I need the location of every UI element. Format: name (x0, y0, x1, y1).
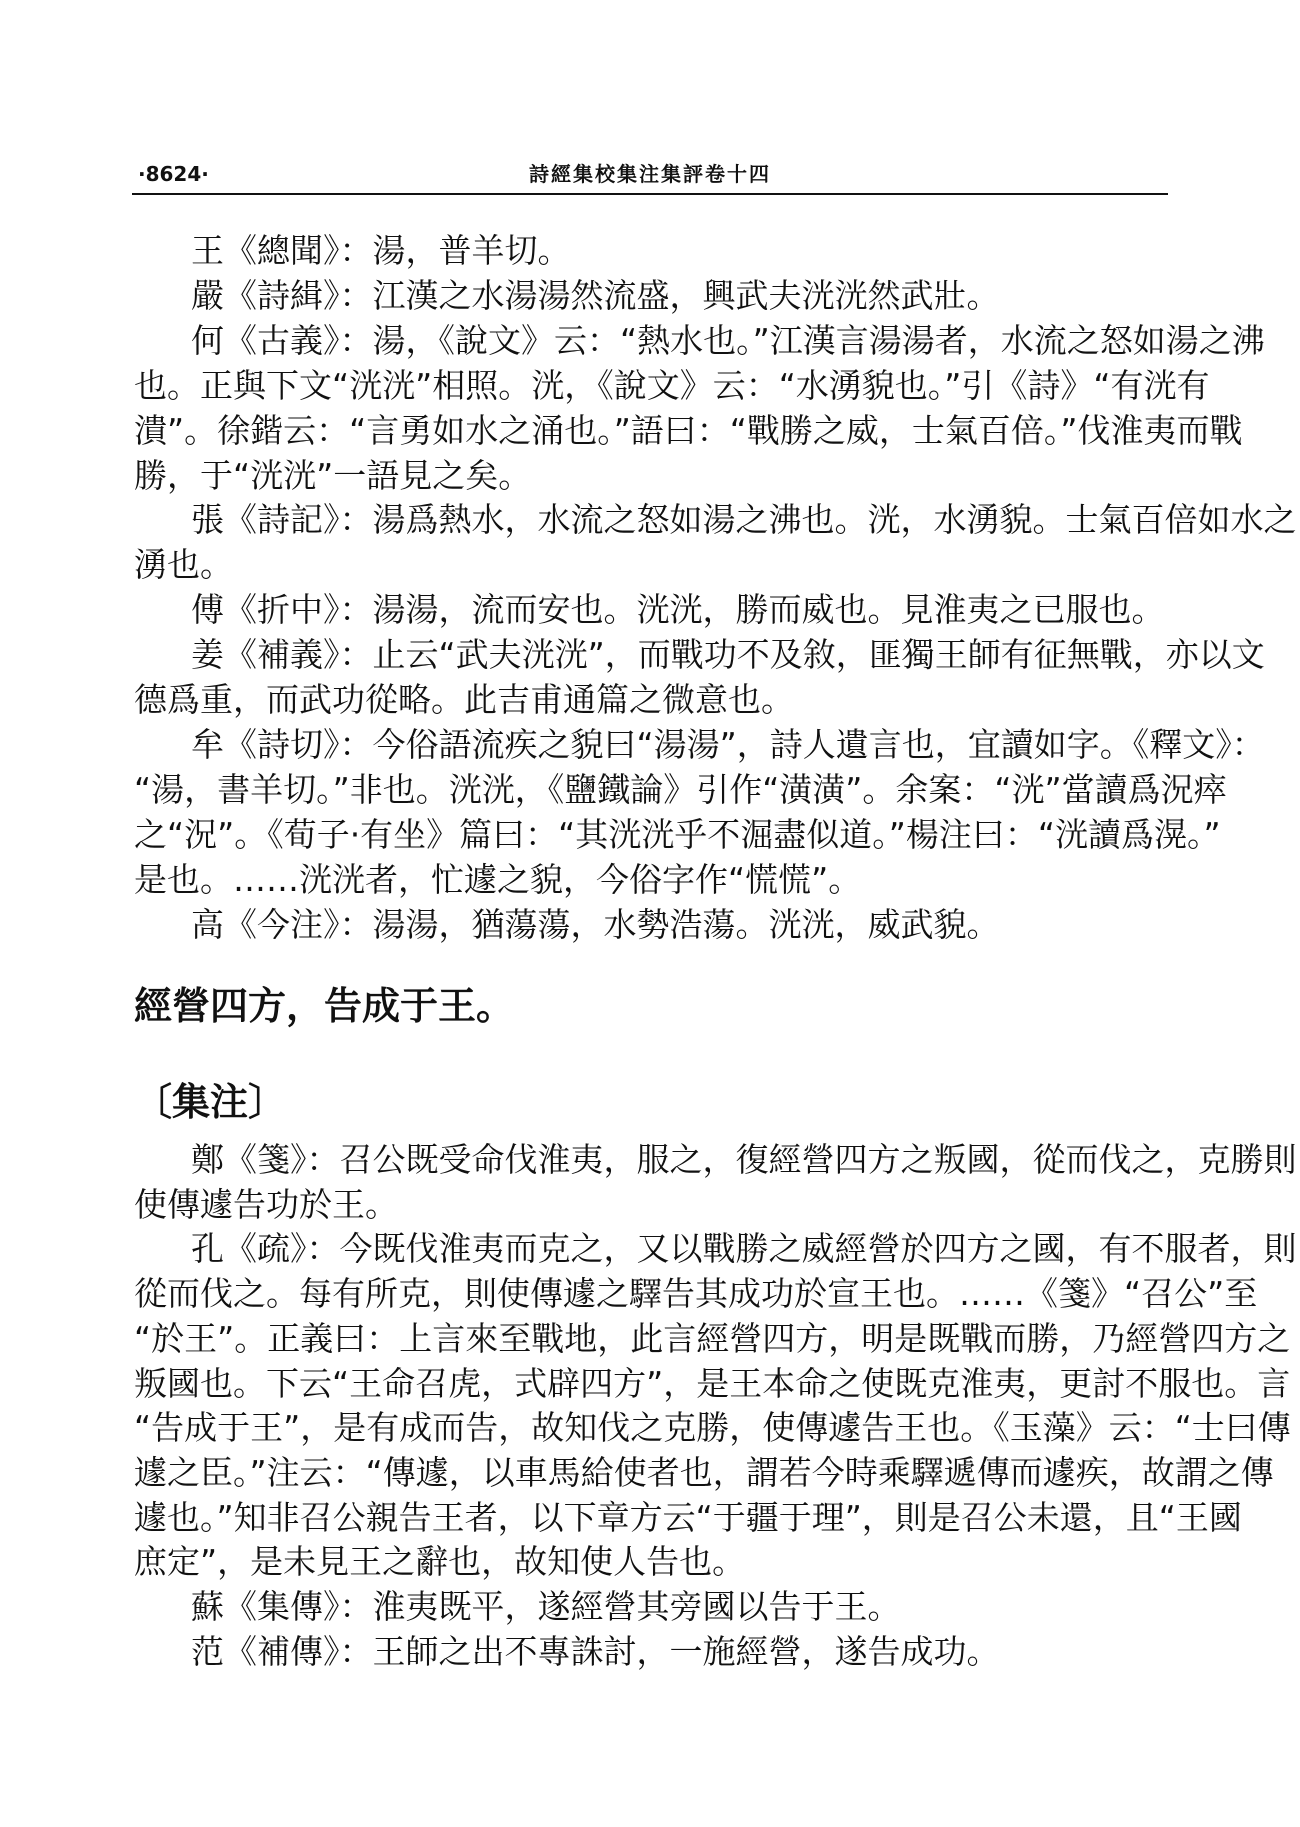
page-number: ·8624· (138, 162, 209, 186)
commentary-continuation-line: 湧也。 (134, 545, 233, 585)
commentary-continuation-line: 勝，于“洸洸”一語見之矣。 (134, 455, 532, 495)
commentary-entry-line: 嚴《詩緝》：江漢之水湯湯然流盛，興武夫洸洸然武壯。 (191, 275, 1000, 315)
commentary-continuation-line: 潰”。徐鍇云：“言勇如水之涌也。”語曰：“戰勝之威，士氣百倍。”伐淮夷而戰 (134, 410, 1243, 450)
commentary-entry-line: 何《古義》：湯，《說文》云：“熱水也。”江漢言湯湯者，水流之怒如湯之沸 (191, 320, 1265, 360)
commentary-entry-line: 姜《補義》：止云“武夫洸洸”，而戰功不及敘，匪獨王師有征無戰，亦以文 (191, 635, 1265, 675)
commentary-continuation-line: 使傳遽告功於王。 (134, 1184, 398, 1224)
commentary-continuation-line: 叛國也。下云“王命召虎，式辟四方”，是王本命之使既克淮夷，更討不服也。言 (134, 1363, 1291, 1403)
commentary-continuation-line: 是也。……洸洸者，忙遽之貌，今俗字作“慌慌”。 (134, 859, 862, 899)
section-label: 〔集注〕 (134, 1080, 287, 1124)
commentary-entry-line: 傅《折中》：湯湯，流而安也。洸洸，勝而威也。見淮夷之已服也。 (191, 590, 1165, 630)
commentary-continuation-line: 也。正與下文“洸洸”相照。洸，《說文》云：“水湧貌也。”引《詩》“有洸有 (134, 365, 1210, 405)
commentary-continuation-line: 之“況”。《荀子·有坐》篇曰：“其洸洸乎不淈盡似道。”楊注曰：“洸讀爲滉。” (134, 814, 1221, 854)
commentary-continuation-line: 德爲重，而武功從略。此吉甫通篇之微意也。 (134, 680, 794, 719)
header-rule (132, 193, 1168, 195)
commentary-entry-line: 鄭《箋》：召公既受命伐淮夷，服之，復經營四方之叛國，從而伐之，克勝則 (191, 1140, 1297, 1179)
commentary-continuation-line: “於王”。正義曰：上言來至戰地，此言經營四方，明是既戰而勝，乃經營四方之 (134, 1318, 1291, 1358)
commentary-entry-line: 牟《詩切》：今俗語流疾之貌曰“湯湯”，詩人遺言也，宜讀如字。《釋文》： (191, 724, 1265, 764)
commentary-continuation-line: “湯，書羊切。”非也。洸洸，《鹽鐵論》引作“潢潢”。余案：“洸”當讀爲況瘁 (134, 769, 1227, 809)
verse-heading: 經營四方，告成于王。 (134, 984, 515, 1028)
commentary-continuation-line: 遽之臣。”注云：“傳遽，以車馬給使者也，謂若今時乘驛遞傳而遽疾，故謂之傳 (134, 1452, 1274, 1492)
running-title: 詩經集校集注集評卷十四 (529, 162, 771, 186)
commentary-entry-line: 范《補傳》：王師之出不專誅討，一施經營，遂告成功。 (191, 1631, 1000, 1671)
commentary-continuation-line: 遽也。”知非召公親告王者，以下章方云“于疆于理”，則是召公未還，且“王國 (134, 1497, 1242, 1537)
commentary-entry-line: 王《總聞》：湯，普羊切。 (191, 231, 571, 270)
commentary-entry-line: 高《今注》：湯湯，猶蕩蕩，水勢浩蕩。洸洸，威武貌。 (191, 904, 1000, 944)
commentary-entry-line: 孔《疏》：今既伐淮夷而克之，又以戰勝之威經營於四方之國，有不服者，則 (191, 1229, 1297, 1269)
commentary-continuation-line: 從而伐之。每有所克，則使傳遽之驛告其成功於宣王也。……《箋》“召公”至 (134, 1274, 1258, 1314)
commentary-entry-line: 蘇《集傳》：淮夷既平，遂經營其旁國以告于王。 (191, 1587, 901, 1626)
commentary-continuation-line: 庶定”，是未見王之辭也，故知使人告也。 (134, 1542, 746, 1582)
commentary-entry-line: 張《詩記》：湯爲熱水，水流之怒如湯之沸也。洸，水湧貌。士氣百倍如水之 (191, 500, 1297, 540)
commentary-continuation-line: “告成于王”，是有成而告，故知伐之克勝，使傳遽告王也。《玉藻》云：“士曰傳 (134, 1408, 1291, 1448)
